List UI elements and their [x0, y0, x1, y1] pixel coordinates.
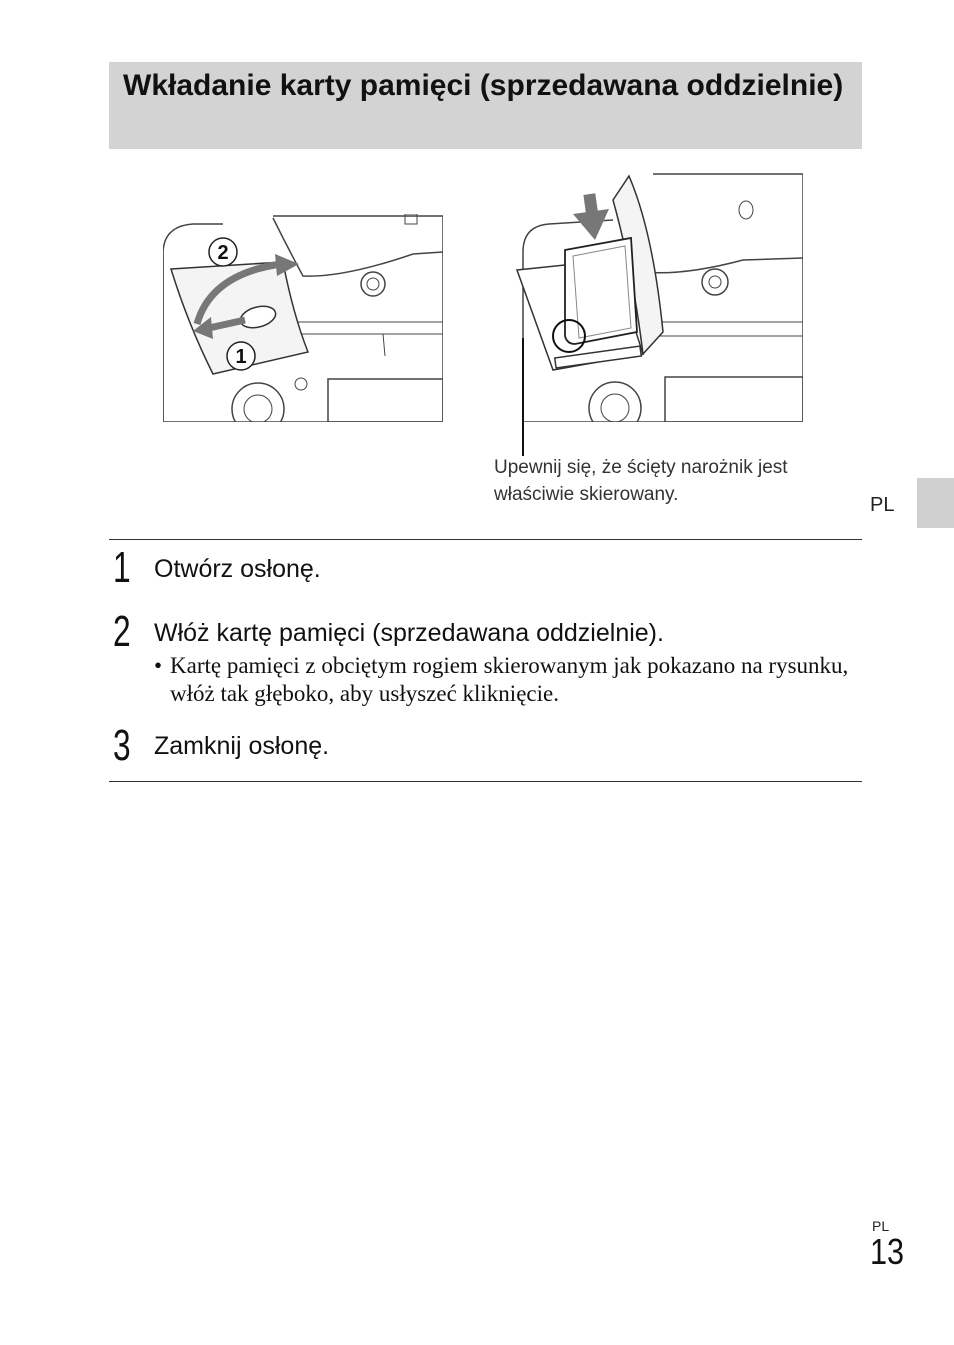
step-2-note [154, 652, 854, 708]
marker-step-1: 1 [235, 346, 247, 368]
language-side-label: PL [870, 494, 895, 516]
open-cover-illustration [163, 214, 443, 422]
step-2-text: Włóż kartę pamięci (sprzedawana oddzielnie). [154, 619, 664, 647]
step-2-number: 2 [113, 607, 131, 656]
steps-bottom-rule [109, 781, 862, 782]
step-1-text: Otwórz osłonę. [154, 555, 321, 583]
language-side-tab [917, 478, 954, 528]
insert-card-illustration [503, 172, 803, 422]
steps-top-rule [109, 539, 862, 540]
bullet-dot: • [154, 653, 163, 678]
callout-line [522, 338, 524, 456]
section-title-band [109, 62, 862, 149]
figure-caption: Upewnij się, że ścięty narożnik jest właściwie skierowany. [494, 457, 788, 505]
marker-step-2: 2 [217, 242, 229, 264]
page-title: Wkładanie karty pamięci (sprzedawana oddzielnie) [123, 69, 844, 102]
footer-language: PL [872, 1218, 890, 1234]
step-3-number: 3 [113, 721, 131, 770]
step-3-text: Zamknij osłonę. [154, 732, 330, 760]
page-number: 13 [870, 1231, 905, 1272]
step-1-number: 1 [113, 543, 131, 592]
step-2-bullet-text: Kartę pamięci z obciętym rogiem skierowanym jak pokazano na rysunku, włóż tak głęboko, aby usłyszeć kliknięcie. [170, 653, 849, 706]
